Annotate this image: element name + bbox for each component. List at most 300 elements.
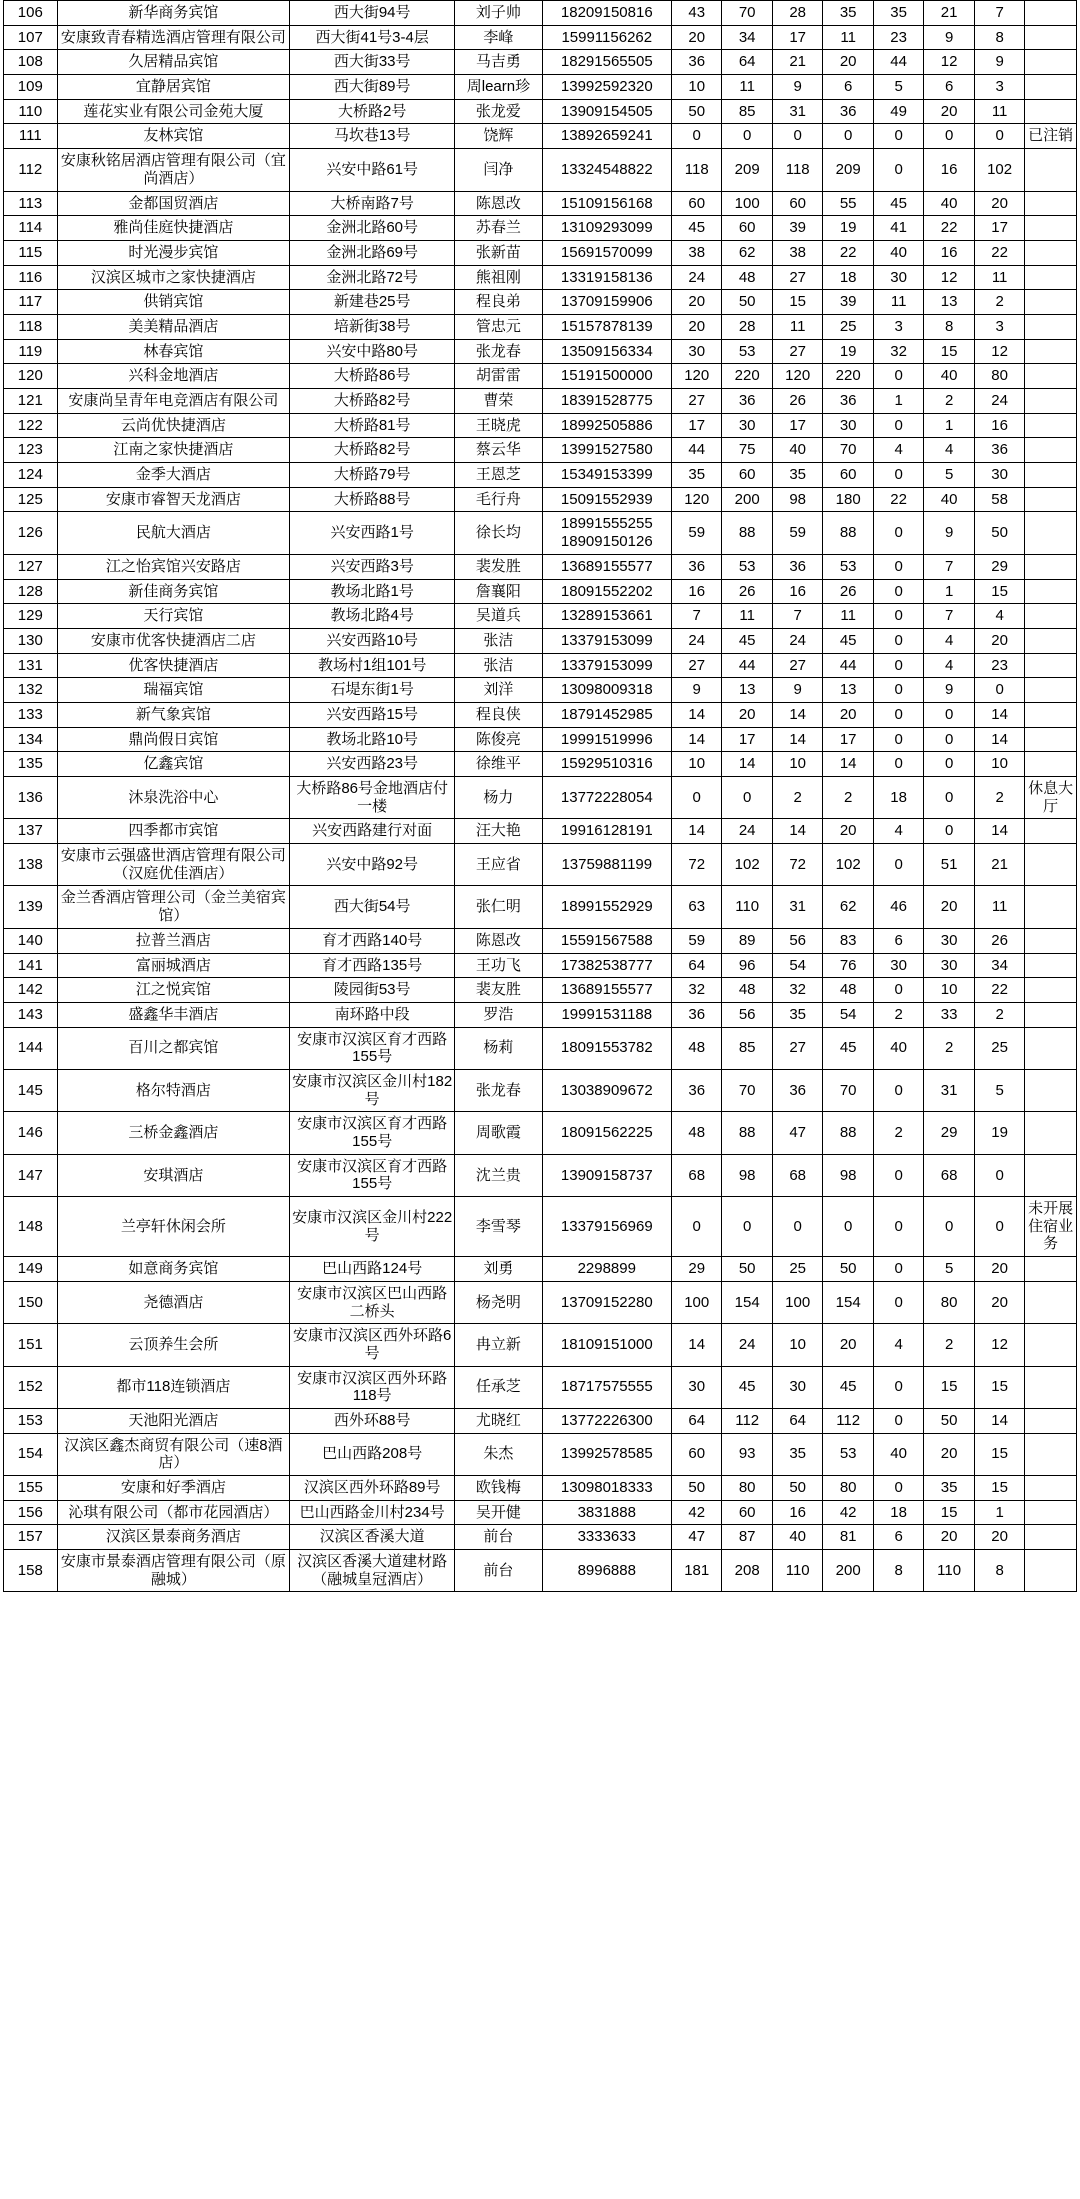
- row-phone-cell: 13992592320: [542, 75, 671, 100]
- table-row: [4, 1500, 1077, 1525]
- row-number-cell-5: 0: [873, 1408, 923, 1433]
- row-number-cell-5: 0: [873, 727, 923, 752]
- table-row: [4, 1408, 1077, 1433]
- row-number-cell-6: 51: [924, 844, 974, 886]
- row-contact-person-cell: 沈兰贵: [455, 1154, 542, 1196]
- row-number-cell-6: 12: [924, 50, 974, 75]
- row-note-cell: [1025, 191, 1077, 216]
- row-contact-person-cell: 刘洋: [455, 678, 542, 703]
- row-index-cell: 148: [4, 1197, 58, 1257]
- row-contact-person-cell: 杨莉: [455, 1027, 542, 1069]
- row-index-cell: 112: [4, 149, 58, 191]
- row-index-cell: 134: [4, 727, 58, 752]
- row-unit-name-cell: 宜静居宾馆: [57, 75, 289, 100]
- row-number-cell-7: 14: [974, 819, 1024, 844]
- row-number-cell-4: 54: [823, 1002, 873, 1027]
- row-phone-cell: 18091562225: [542, 1112, 671, 1154]
- row-number-cell-7: 11: [974, 99, 1024, 124]
- row-index-cell: 116: [4, 265, 58, 290]
- row-index-cell: 142: [4, 978, 58, 1003]
- row-number-cell-5: 0: [873, 364, 923, 389]
- row-number-cell-7: 8: [974, 25, 1024, 50]
- row-number-cell-7: 3: [974, 75, 1024, 100]
- row-number-cell-2: 220: [722, 364, 772, 389]
- row-number-cell-1: 29: [671, 1257, 721, 1282]
- row-number-cell-2: 112: [722, 1408, 772, 1433]
- row-number-cell-4: 76: [823, 953, 873, 978]
- row-unit-name-cell: 云顶养生会所: [57, 1324, 289, 1366]
- row-number-cell-2: 89: [722, 928, 772, 953]
- table-row: [4, 389, 1077, 414]
- row-number-cell-3: 39: [772, 216, 822, 241]
- row-phone-cell: 18991555255 18909150126: [542, 512, 671, 554]
- row-index-cell: 125: [4, 487, 58, 512]
- row-number-cell-1: 36: [671, 1002, 721, 1027]
- row-note-cell: [1025, 1366, 1077, 1408]
- row-note-cell: 已注销: [1025, 124, 1077, 149]
- row-index-cell: 136: [4, 777, 58, 819]
- row-contact-person-cell: 陈恩改: [455, 928, 542, 953]
- row-number-cell-7: 23: [974, 653, 1024, 678]
- row-number-cell-2: 60: [722, 463, 772, 488]
- row-address-cell: 兴安西路10号: [290, 628, 455, 653]
- row-number-cell-2: 70: [722, 1069, 772, 1111]
- row-number-cell-4: 180: [823, 487, 873, 512]
- row-number-cell-4: 0: [823, 124, 873, 149]
- row-contact-person-cell: 裴发胜: [455, 554, 542, 579]
- row-unit-name-cell: 久居精品宾馆: [57, 50, 289, 75]
- row-address-cell: 陵园街53号: [290, 978, 455, 1003]
- row-number-cell-2: 0: [722, 124, 772, 149]
- row-number-cell-1: 7: [671, 604, 721, 629]
- row-index-cell: 157: [4, 1525, 58, 1550]
- row-unit-name-cell: 安康市云强盛世酒店管理有限公司（汉庭优佳酒店）: [57, 844, 289, 886]
- row-number-cell-1: 48: [671, 1027, 721, 1069]
- row-phone-cell: 13772226300: [542, 1408, 671, 1433]
- table-row: [4, 124, 1077, 149]
- row-number-cell-7: 21: [974, 844, 1024, 886]
- row-contact-person-cell: 欧钱梅: [455, 1476, 542, 1501]
- row-number-cell-5: 23: [873, 25, 923, 50]
- row-number-cell-2: 44: [722, 653, 772, 678]
- row-number-cell-6: 2: [924, 1027, 974, 1069]
- row-number-cell-6: 0: [924, 819, 974, 844]
- row-contact-person-cell: 管忠元: [455, 314, 542, 339]
- row-number-cell-1: 30: [671, 1366, 721, 1408]
- row-number-cell-1: 30: [671, 339, 721, 364]
- row-number-cell-7: 2: [974, 290, 1024, 315]
- row-note-cell: [1025, 487, 1077, 512]
- row-unit-name-cell: 金兰香酒店管理公司（金兰美宿宾馆）: [57, 886, 289, 928]
- row-note-cell: [1025, 99, 1077, 124]
- row-number-cell-7: 25: [974, 1027, 1024, 1069]
- row-number-cell-1: 181: [671, 1550, 721, 1592]
- row-number-cell-5: 0: [873, 752, 923, 777]
- row-note-cell: [1025, 463, 1077, 488]
- row-number-cell-6: 21: [924, 1, 974, 26]
- row-number-cell-1: 72: [671, 844, 721, 886]
- row-contact-person-cell: 张龙爱: [455, 99, 542, 124]
- row-number-cell-6: 31: [924, 1069, 974, 1111]
- row-number-cell-3: 16: [772, 1500, 822, 1525]
- row-number-cell-4: 48: [823, 978, 873, 1003]
- row-number-cell-4: 70: [823, 438, 873, 463]
- row-number-cell-1: 64: [671, 953, 721, 978]
- row-number-cell-2: 208: [722, 1550, 772, 1592]
- row-number-cell-1: 50: [671, 99, 721, 124]
- row-number-cell-1: 20: [671, 314, 721, 339]
- row-number-cell-5: 0: [873, 678, 923, 703]
- row-number-cell-7: 29: [974, 554, 1024, 579]
- row-address-cell: 教场北路10号: [290, 727, 455, 752]
- row-number-cell-7: 30: [974, 463, 1024, 488]
- row-number-cell-5: 5: [873, 75, 923, 100]
- row-number-cell-7: 0: [974, 1197, 1024, 1257]
- row-contact-person-cell: 闫净: [455, 149, 542, 191]
- row-number-cell-6: 4: [924, 628, 974, 653]
- row-index-cell: 107: [4, 25, 58, 50]
- row-number-cell-1: 45: [671, 216, 721, 241]
- row-address-cell: 安康市汉滨区巴山西路二桥头: [290, 1281, 455, 1323]
- row-number-cell-3: 14: [772, 727, 822, 752]
- row-note-cell: 未开展住宿业务: [1025, 1197, 1077, 1257]
- row-number-cell-5: 0: [873, 628, 923, 653]
- row-number-cell-1: 100: [671, 1281, 721, 1323]
- row-number-cell-6: 4: [924, 653, 974, 678]
- row-unit-name-cell: 安康市景泰酒店管理有限公司（原融城）: [57, 1550, 289, 1592]
- row-number-cell-2: 14: [722, 752, 772, 777]
- row-note-cell: [1025, 216, 1077, 241]
- row-index-cell: 126: [4, 512, 58, 554]
- row-number-cell-1: 50: [671, 1476, 721, 1501]
- row-number-cell-3: 56: [772, 928, 822, 953]
- row-index-cell: 118: [4, 314, 58, 339]
- row-phone-cell: 18209150816: [542, 1, 671, 26]
- row-unit-name-cell: 江之怡宾馆兴安路店: [57, 554, 289, 579]
- row-number-cell-6: 33: [924, 1002, 974, 1027]
- row-number-cell-7: 7: [974, 1, 1024, 26]
- row-number-cell-7: 5: [974, 1069, 1024, 1111]
- row-phone-cell: 15591567588: [542, 928, 671, 953]
- row-number-cell-3: 17: [772, 25, 822, 50]
- row-unit-name-cell: 兴科金地酒店: [57, 364, 289, 389]
- row-number-cell-6: 40: [924, 191, 974, 216]
- row-unit-name-cell: 汉滨区景泰商务酒店: [57, 1525, 289, 1550]
- row-note-cell: [1025, 50, 1077, 75]
- row-contact-person-cell: 王晓虎: [455, 413, 542, 438]
- row-phone-cell: 19916128191: [542, 819, 671, 844]
- row-number-cell-6: 68: [924, 1154, 974, 1196]
- row-number-cell-2: 11: [722, 604, 772, 629]
- row-number-cell-4: 19: [823, 339, 873, 364]
- row-number-cell-2: 56: [722, 1002, 772, 1027]
- row-number-cell-7: 3: [974, 314, 1024, 339]
- row-phone-cell: 3333633: [542, 1525, 671, 1550]
- row-phone-cell: 15349153399: [542, 463, 671, 488]
- row-note-cell: [1025, 752, 1077, 777]
- table-row: [4, 364, 1077, 389]
- row-number-cell-1: 14: [671, 1324, 721, 1366]
- row-index-cell: 140: [4, 928, 58, 953]
- row-note-cell: [1025, 1, 1077, 26]
- table-row: [4, 819, 1077, 844]
- row-number-cell-3: 35: [772, 1002, 822, 1027]
- row-note-cell: [1025, 290, 1077, 315]
- row-number-cell-1: 47: [671, 1525, 721, 1550]
- row-address-cell: 大桥路79号: [290, 463, 455, 488]
- row-number-cell-7: 102: [974, 149, 1024, 191]
- row-number-cell-3: 24: [772, 628, 822, 653]
- row-phone-cell: 18992505886: [542, 413, 671, 438]
- row-contact-person-cell: 李峰: [455, 25, 542, 50]
- row-index-cell: 153: [4, 1408, 58, 1433]
- row-index-cell: 122: [4, 413, 58, 438]
- row-number-cell-3: 14: [772, 702, 822, 727]
- row-phone-cell: 18717575555: [542, 1366, 671, 1408]
- row-number-cell-3: 25: [772, 1257, 822, 1282]
- row-address-cell: 兴安中路80号: [290, 339, 455, 364]
- row-number-cell-3: 31: [772, 886, 822, 928]
- row-contact-person-cell: 马吉勇: [455, 50, 542, 75]
- row-number-cell-1: 63: [671, 886, 721, 928]
- row-note-cell: [1025, 727, 1077, 752]
- row-phone-cell: 18291565505: [542, 50, 671, 75]
- row-number-cell-4: 45: [823, 1027, 873, 1069]
- row-number-cell-4: 80: [823, 1476, 873, 1501]
- row-number-cell-4: 18: [823, 265, 873, 290]
- row-number-cell-6: 0: [924, 702, 974, 727]
- row-unit-name-cell: 汉滨区鑫杰商贸有限公司（速8酒店）: [57, 1433, 289, 1475]
- row-unit-name-cell: 鼎尚假日宾馆: [57, 727, 289, 752]
- row-address-cell: 西大街41号3-4层: [290, 25, 455, 50]
- row-index-cell: 135: [4, 752, 58, 777]
- row-phone-cell: 13991527580: [542, 438, 671, 463]
- row-number-cell-4: 11: [823, 25, 873, 50]
- row-phone-cell: 13289153661: [542, 604, 671, 629]
- row-number-cell-6: 0: [924, 124, 974, 149]
- table-row: [4, 50, 1077, 75]
- row-note-cell: [1025, 819, 1077, 844]
- row-phone-cell: 18791452985: [542, 702, 671, 727]
- table-row: [4, 1112, 1077, 1154]
- row-note-cell: [1025, 438, 1077, 463]
- row-number-cell-5: 8: [873, 1550, 923, 1592]
- row-index-cell: 156: [4, 1500, 58, 1525]
- table-row: [4, 265, 1077, 290]
- row-unit-name-cell: 供销宾馆: [57, 290, 289, 315]
- row-unit-name-cell: 如意商务宾馆: [57, 1257, 289, 1282]
- row-number-cell-3: 11: [772, 314, 822, 339]
- row-number-cell-7: 22: [974, 978, 1024, 1003]
- row-address-cell: 安康市汉滨区金川村182号: [290, 1069, 455, 1111]
- row-number-cell-6: 30: [924, 928, 974, 953]
- row-unit-name-cell: 美美精品酒店: [57, 314, 289, 339]
- row-contact-person-cell: 王功飞: [455, 953, 542, 978]
- row-phone-cell: 13709152280: [542, 1281, 671, 1323]
- row-address-cell: 西大街89号: [290, 75, 455, 100]
- row-note-cell: [1025, 844, 1077, 886]
- row-number-cell-1: 35: [671, 463, 721, 488]
- row-address-cell: 巴山西路124号: [290, 1257, 455, 1282]
- row-contact-person-cell: 任承芝: [455, 1366, 542, 1408]
- row-number-cell-7: 0: [974, 678, 1024, 703]
- row-index-cell: 117: [4, 290, 58, 315]
- row-number-cell-3: 10: [772, 1324, 822, 1366]
- row-note-cell: [1025, 240, 1077, 265]
- row-contact-person-cell: 前台: [455, 1550, 542, 1592]
- table-row: [4, 1069, 1077, 1111]
- row-unit-name-cell: 亿鑫宾馆: [57, 752, 289, 777]
- row-number-cell-2: 60: [722, 216, 772, 241]
- row-number-cell-1: 24: [671, 265, 721, 290]
- row-number-cell-4: 55: [823, 191, 873, 216]
- row-number-cell-1: 0: [671, 1197, 721, 1257]
- row-number-cell-4: 17: [823, 727, 873, 752]
- row-number-cell-4: 36: [823, 99, 873, 124]
- table-row: [4, 978, 1077, 1003]
- row-number-cell-4: 112: [823, 1408, 873, 1433]
- row-number-cell-4: 22: [823, 240, 873, 265]
- row-index-cell: 155: [4, 1476, 58, 1501]
- row-number-cell-1: 9: [671, 678, 721, 703]
- row-number-cell-4: 20: [823, 702, 873, 727]
- row-phone-cell: 13892659241: [542, 124, 671, 149]
- table-row: [4, 25, 1077, 50]
- row-contact-person-cell: 周歌霞: [455, 1112, 542, 1154]
- row-note-cell: [1025, 1112, 1077, 1154]
- row-address-cell: 安康市汉滨区育才西路155号: [290, 1154, 455, 1196]
- row-number-cell-5: 4: [873, 438, 923, 463]
- row-phone-cell: 13909154505: [542, 99, 671, 124]
- row-number-cell-6: 2: [924, 1324, 974, 1366]
- row-number-cell-7: 34: [974, 953, 1024, 978]
- row-number-cell-2: 48: [722, 978, 772, 1003]
- row-number-cell-3: 27: [772, 339, 822, 364]
- row-number-cell-3: 9: [772, 75, 822, 100]
- row-unit-name-cell: 安康市睿智天龙酒店: [57, 487, 289, 512]
- row-number-cell-7: 20: [974, 628, 1024, 653]
- row-unit-name-cell: 安康市优客快捷酒店二店: [57, 628, 289, 653]
- row-number-cell-4: 53: [823, 554, 873, 579]
- row-unit-name-cell: 沐泉洗浴中心: [57, 777, 289, 819]
- row-phone-cell: 18091553782: [542, 1027, 671, 1069]
- row-unit-name-cell: 江南之家快捷酒店: [57, 438, 289, 463]
- row-number-cell-2: 20: [722, 702, 772, 727]
- row-number-cell-7: 12: [974, 1324, 1024, 1366]
- row-index-cell: 138: [4, 844, 58, 886]
- row-unit-name-cell: 富丽城酒店: [57, 953, 289, 978]
- row-number-cell-5: 49: [873, 99, 923, 124]
- row-number-cell-3: 38: [772, 240, 822, 265]
- row-number-cell-4: 81: [823, 1525, 873, 1550]
- table-row: [4, 290, 1077, 315]
- row-index-cell: 147: [4, 1154, 58, 1196]
- row-number-cell-2: 50: [722, 1257, 772, 1282]
- row-phone-cell: 13379156969: [542, 1197, 671, 1257]
- row-number-cell-1: 118: [671, 149, 721, 191]
- row-number-cell-3: 68: [772, 1154, 822, 1196]
- row-phone-cell: 13379153099: [542, 653, 671, 678]
- row-number-cell-5: 0: [873, 1476, 923, 1501]
- table-row: [4, 1525, 1077, 1550]
- table-row: [4, 1154, 1077, 1196]
- row-note-cell: [1025, 1154, 1077, 1196]
- row-contact-person-cell: 徐长均: [455, 512, 542, 554]
- row-number-cell-7: 50: [974, 512, 1024, 554]
- table-row: [4, 727, 1077, 752]
- row-contact-person-cell: 张新苗: [455, 240, 542, 265]
- row-number-cell-7: 15: [974, 579, 1024, 604]
- row-address-cell: 汉滨区香溪大道建材路（融城皇冠酒店）: [290, 1550, 455, 1592]
- row-number-cell-6: 20: [924, 99, 974, 124]
- row-address-cell: 安康市汉滨区育才西路155号: [290, 1112, 455, 1154]
- row-number-cell-2: 50: [722, 290, 772, 315]
- row-address-cell: 兴安西路1号: [290, 512, 455, 554]
- table-row: [4, 1324, 1077, 1366]
- row-number-cell-6: 22: [924, 216, 974, 241]
- table-row: [4, 216, 1077, 241]
- row-number-cell-1: 27: [671, 653, 721, 678]
- row-index-cell: 109: [4, 75, 58, 100]
- row-phone-cell: 15091552939: [542, 487, 671, 512]
- row-note-cell: [1025, 25, 1077, 50]
- row-contact-person-cell: 陈恩改: [455, 191, 542, 216]
- row-number-cell-2: 53: [722, 554, 772, 579]
- row-phone-cell: 13689155577: [542, 554, 671, 579]
- row-number-cell-3: 27: [772, 653, 822, 678]
- row-number-cell-7: 0: [974, 124, 1024, 149]
- row-number-cell-1: 0: [671, 124, 721, 149]
- row-number-cell-3: 100: [772, 1281, 822, 1323]
- row-unit-name-cell: 瑞福宾馆: [57, 678, 289, 703]
- row-number-cell-7: 15: [974, 1476, 1024, 1501]
- row-number-cell-7: 20: [974, 1281, 1024, 1323]
- row-phone-cell: 13038909672: [542, 1069, 671, 1111]
- row-note-cell: [1025, 579, 1077, 604]
- row-unit-name-cell: 金都国贸酒店: [57, 191, 289, 216]
- row-number-cell-6: 7: [924, 604, 974, 629]
- row-address-cell: 兴安中路92号: [290, 844, 455, 886]
- row-unit-name-cell: 格尔特酒店: [57, 1069, 289, 1111]
- row-phone-cell: 13379153099: [542, 628, 671, 653]
- row-note-cell: [1025, 653, 1077, 678]
- row-address-cell: 大桥路2号: [290, 99, 455, 124]
- row-number-cell-5: 1: [873, 389, 923, 414]
- row-number-cell-7: 20: [974, 1525, 1024, 1550]
- row-address-cell: 汉滨区西外环路89号: [290, 1476, 455, 1501]
- row-address-cell: 汉滨区香溪大道: [290, 1525, 455, 1550]
- row-contact-person-cell: 张仁明: [455, 886, 542, 928]
- row-number-cell-7: 20: [974, 1257, 1024, 1282]
- row-contact-person-cell: 刘子帅: [455, 1, 542, 26]
- row-number-cell-7: 8: [974, 1550, 1024, 1592]
- row-number-cell-4: 2: [823, 777, 873, 819]
- row-number-cell-5: 0: [873, 1197, 923, 1257]
- row-number-cell-5: 40: [873, 1433, 923, 1475]
- row-note-cell: [1025, 953, 1077, 978]
- row-number-cell-2: 45: [722, 1366, 772, 1408]
- row-number-cell-5: 0: [873, 1069, 923, 1111]
- row-number-cell-2: 209: [722, 149, 772, 191]
- row-number-cell-3: 26: [772, 389, 822, 414]
- row-index-cell: 137: [4, 819, 58, 844]
- row-number-cell-1: 59: [671, 928, 721, 953]
- table-row: [4, 1433, 1077, 1475]
- row-number-cell-3: 2: [772, 777, 822, 819]
- table-row: [4, 512, 1077, 554]
- row-number-cell-6: 110: [924, 1550, 974, 1592]
- row-number-cell-4: 26: [823, 579, 873, 604]
